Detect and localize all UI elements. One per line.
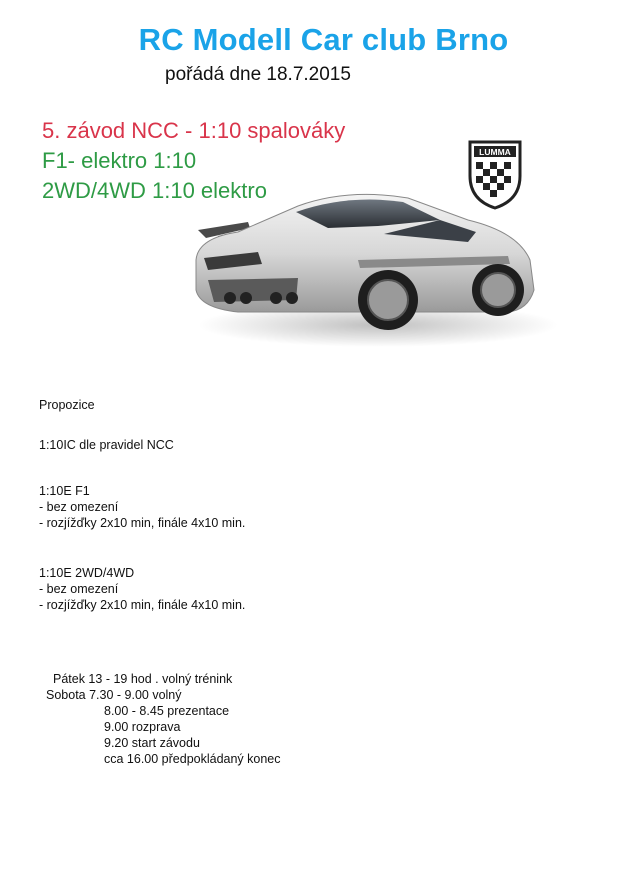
rules-2wd4wd-line: - bez omezení bbox=[39, 582, 119, 596]
lumma-logo bbox=[466, 138, 524, 210]
race-class-2: F1- elektro 1:10 bbox=[42, 148, 197, 173]
schedule-item: 8.00 - 8.45 prezentace bbox=[104, 704, 230, 718]
schedule-saturday: Sobota 7.30 - 9.00 volný bbox=[46, 688, 182, 702]
rules-f1 bbox=[39, 483, 245, 531]
race-class-3: 2WD/4WD 1:10 elektro bbox=[42, 178, 267, 203]
propozice-heading: Propozice bbox=[39, 398, 95, 412]
rules-f1-title: 1:10E F1 bbox=[39, 484, 90, 498]
schedule-item: 9.20 start závodu bbox=[104, 736, 200, 750]
page-title: RC Modell Car club Brno bbox=[138, 22, 509, 57]
schedule-friday: Pátek 13 - 19 hod . volný trénink bbox=[53, 672, 233, 686]
race-class-1: 5. závod NCC - 1:10 spalováky bbox=[42, 118, 346, 143]
lumma-logo-text: LUMMA bbox=[479, 147, 511, 157]
schedule-item: cca 16.00 předpokládaný konec bbox=[104, 752, 281, 766]
event-date: pořádá dne 18.7.2015 bbox=[165, 64, 351, 85]
rules-f1-line: - rozjížďky 2x10 min, finále 4x10 min. bbox=[39, 516, 246, 530]
rules-2wd4wd-line: - rozjížďky 2x10 min, finále 4x10 min. bbox=[39, 598, 246, 612]
schedule-item: 9.00 rozprava bbox=[104, 720, 181, 734]
rules-2wd4wd-title: 1:10E 2WD/4WD bbox=[39, 566, 135, 580]
rules-ic: 1:10IC dle pravidel NCC bbox=[39, 438, 174, 452]
rules-f1-line: - bez omezení bbox=[39, 500, 119, 514]
rules-2wd4wd bbox=[39, 565, 245, 613]
